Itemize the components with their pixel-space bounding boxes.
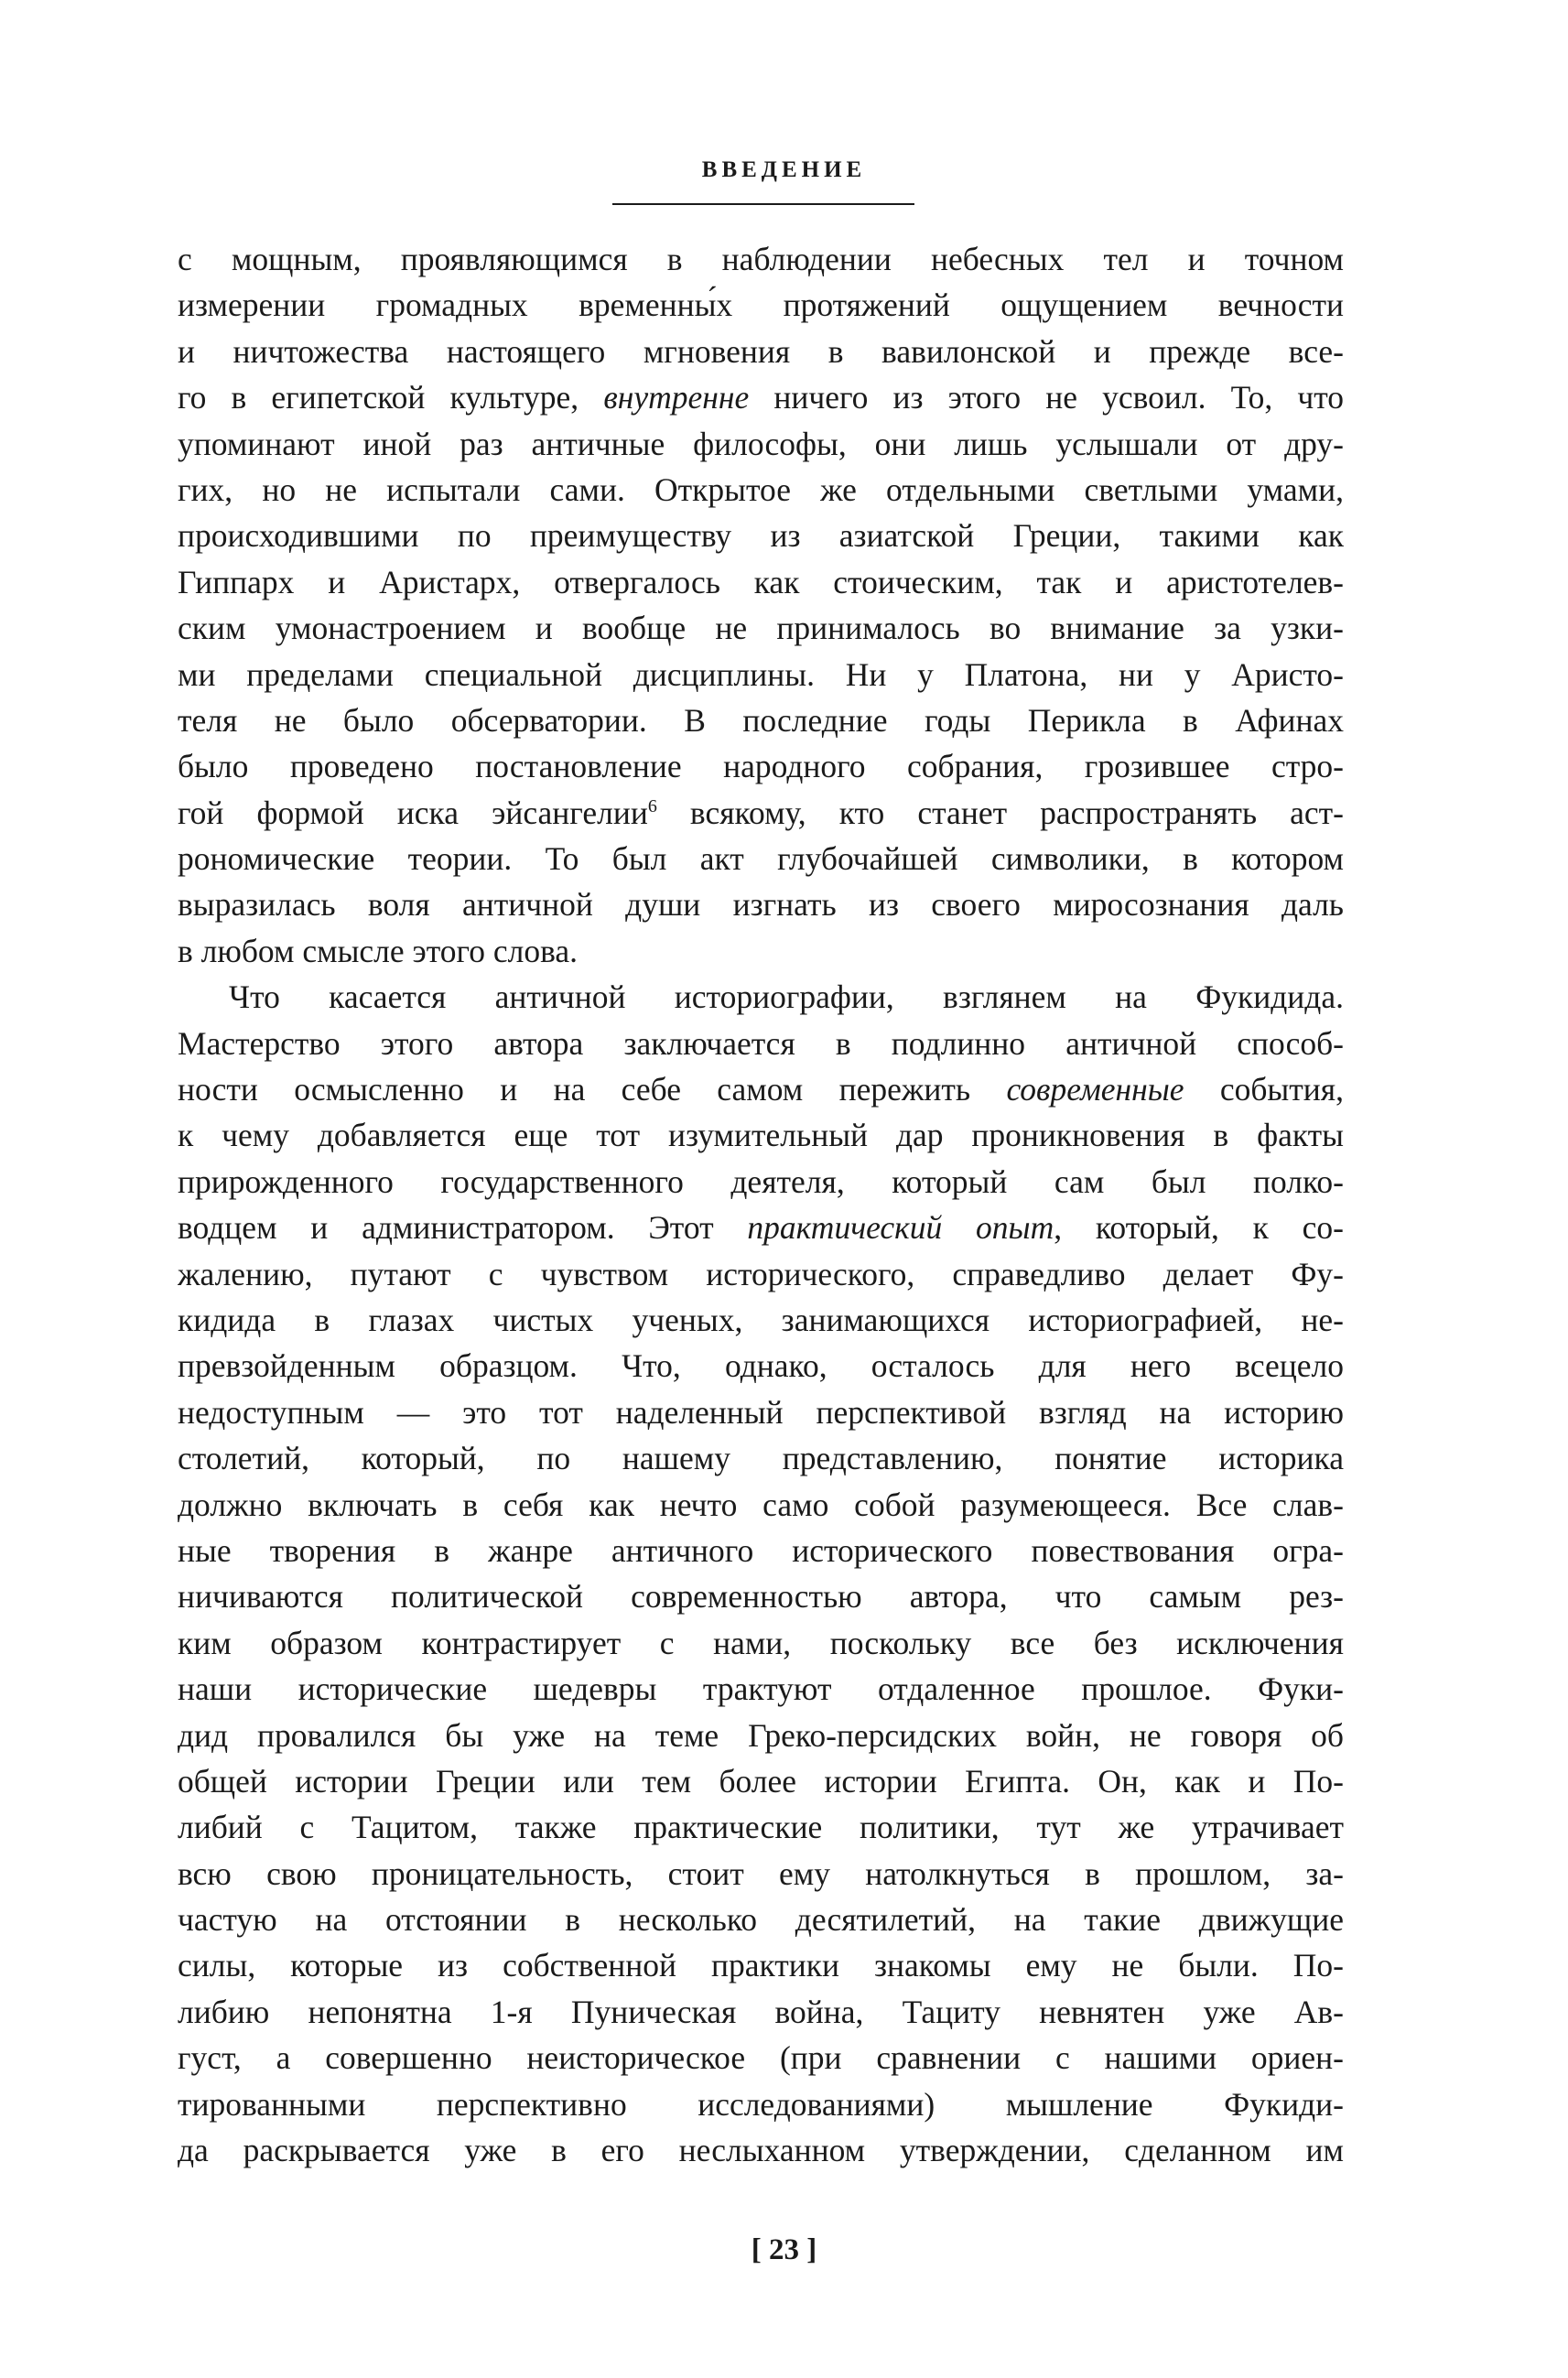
text-line: в любом смысле этого слова. xyxy=(178,932,579,969)
text-line: либий с Тацитом, также практические политики, тут же утрачивает xyxy=(178,1809,1344,1846)
text-run: ничего из этого не усвоил. То, что xyxy=(749,379,1344,416)
text-line xyxy=(178,374,1344,420)
header-rule xyxy=(612,203,914,205)
text-line: происходившими по преимуществу из азиатской Греции, такими как xyxy=(178,517,1344,555)
text-line: да раскрывается уже в его неслыханном утверждении, сделанном им xyxy=(178,2132,1344,2169)
text-line xyxy=(178,790,1344,836)
text-line: с мощным, проявляющимся в наблюдении небесных тел и точном xyxy=(178,241,1344,277)
text-line: дид провалился бы уже на теме Греко-персидских войн, не говоря об xyxy=(178,1716,1344,1754)
text-line: тированными перспективно исследованиями) мышление Фукиди- xyxy=(178,2085,1344,2123)
text-run: , который, к со- xyxy=(1054,1209,1344,1247)
text-line: силы, которые из собственной практики знакомы ему не были. По- xyxy=(178,1947,1344,1984)
text-line: ким образом контрастирует с нами, поскольку все без исключения xyxy=(178,1624,1344,1661)
footnote-marker: 6 xyxy=(647,795,657,816)
text-line: Что касается античной историографии, взглянем на Фукидида. xyxy=(229,978,1344,1016)
text-line: ским умонастроением и вообще не принималось во внимание за узки- xyxy=(178,610,1344,647)
text-line: было проведено постановление народного собрания, грозившее стро- xyxy=(178,748,1344,785)
text-line: недоступным — это тот наделенный перспективой взгляд на историю xyxy=(178,1393,1344,1431)
text-line: столетий, который, по нашему представлению, понятие историка xyxy=(178,1440,1344,1477)
text-line: выразилась воля античной души изгнать из своего миросознания даль xyxy=(178,886,1344,924)
text-line: упоминают иной раз античные философы, они лишь услышали от дру- xyxy=(178,425,1344,462)
text-line: либию непонятна 1-я Пуническая война, Тациту невнятен уже Ав- xyxy=(178,1993,1344,2030)
text-run: ности осмысленно и на себе самом пережить xyxy=(178,1071,1007,1108)
text-line: ные творения в жанре античного исторического повествования огра- xyxy=(178,1531,1344,1569)
text-line: частую на отстоянии в несколько десятилетий, на такие движущие xyxy=(178,1901,1344,1939)
text-run: водцем и администратором. Этот xyxy=(178,1209,748,1247)
text-line: густ, а совершенно неисторическое (при сравнении с нашими ориен- xyxy=(178,2039,1344,2077)
emphasis: практический опыт xyxy=(747,1209,1054,1247)
text-line: к чему добавляется еще тот изумительный дар проникновения в факты xyxy=(178,1117,1344,1154)
text-line: ми пределами специальной дисциплины. Ни у Платона, ни у Аристо- xyxy=(178,655,1344,693)
text-line: превзойденным образцом. Что, однако, осталось для него всецело xyxy=(178,1347,1344,1385)
text-line: всю свою проницательность, стоит ему натолкнуться в прошлом, за- xyxy=(178,1854,1344,1892)
text-run: гой формой иска эйсангелии xyxy=(178,794,648,831)
text-line: Гиппарх и Аристарх, отвергалось как стоическим, так и аристотелев- xyxy=(178,563,1344,600)
body-text xyxy=(178,236,1344,2173)
text-line: кидида в глазах чистых ученых, занимающихся историографией, не- xyxy=(178,1301,1344,1338)
text-line: ничиваются политической современностью автора, что самым рез- xyxy=(178,1578,1344,1616)
text-run: всякому, кто станет распространять аст- xyxy=(656,794,1344,831)
text-line: должно включать в себя как нечто само собой разумеющееся. Все слав- xyxy=(178,1486,1344,1523)
page-number: [ 23 ] xyxy=(751,2233,817,2266)
text-line: наши исторические шедевры трактуют отдаленное прошлое. Фуки- xyxy=(178,1670,1344,1708)
text-line xyxy=(178,1205,1344,1250)
text-line xyxy=(178,1066,1344,1112)
emphasis: современные xyxy=(1006,1071,1184,1108)
emphasis: внутренне xyxy=(603,379,750,416)
text-run: события, xyxy=(1184,1071,1344,1108)
text-line: рономические теории. То был акт глубочайшей символики, в котором xyxy=(178,840,1344,878)
text-line: общей истории Греции или тем более истории Египта. Он, как и По- xyxy=(178,1762,1344,1800)
text-line: и ничтожества настоящего мгновения в вавилонской и прежде все- xyxy=(178,332,1344,370)
text-line: прирожденного государственного деятеля, который сам был полко- xyxy=(178,1162,1344,1200)
text-line: Мастерство этого автора заключается в подлинно античной способ- xyxy=(178,1024,1344,1062)
text-run: го в египетской культуре, xyxy=(178,379,604,416)
text-line: измерении громадных временны́х протяжений ощущением вечности xyxy=(178,286,1344,324)
running-title: ВВЕДЕНИЕ xyxy=(701,157,867,182)
text-line: теля не было обсерватории. В последние годы Перикла в Афинах xyxy=(178,701,1344,739)
text-line: жалению, путают с чувством исторического, справедливо делает Фу- xyxy=(178,1255,1344,1292)
text-line: гих, но не испытали сами. Открытое же отдельными светлыми умами, xyxy=(178,470,1344,508)
